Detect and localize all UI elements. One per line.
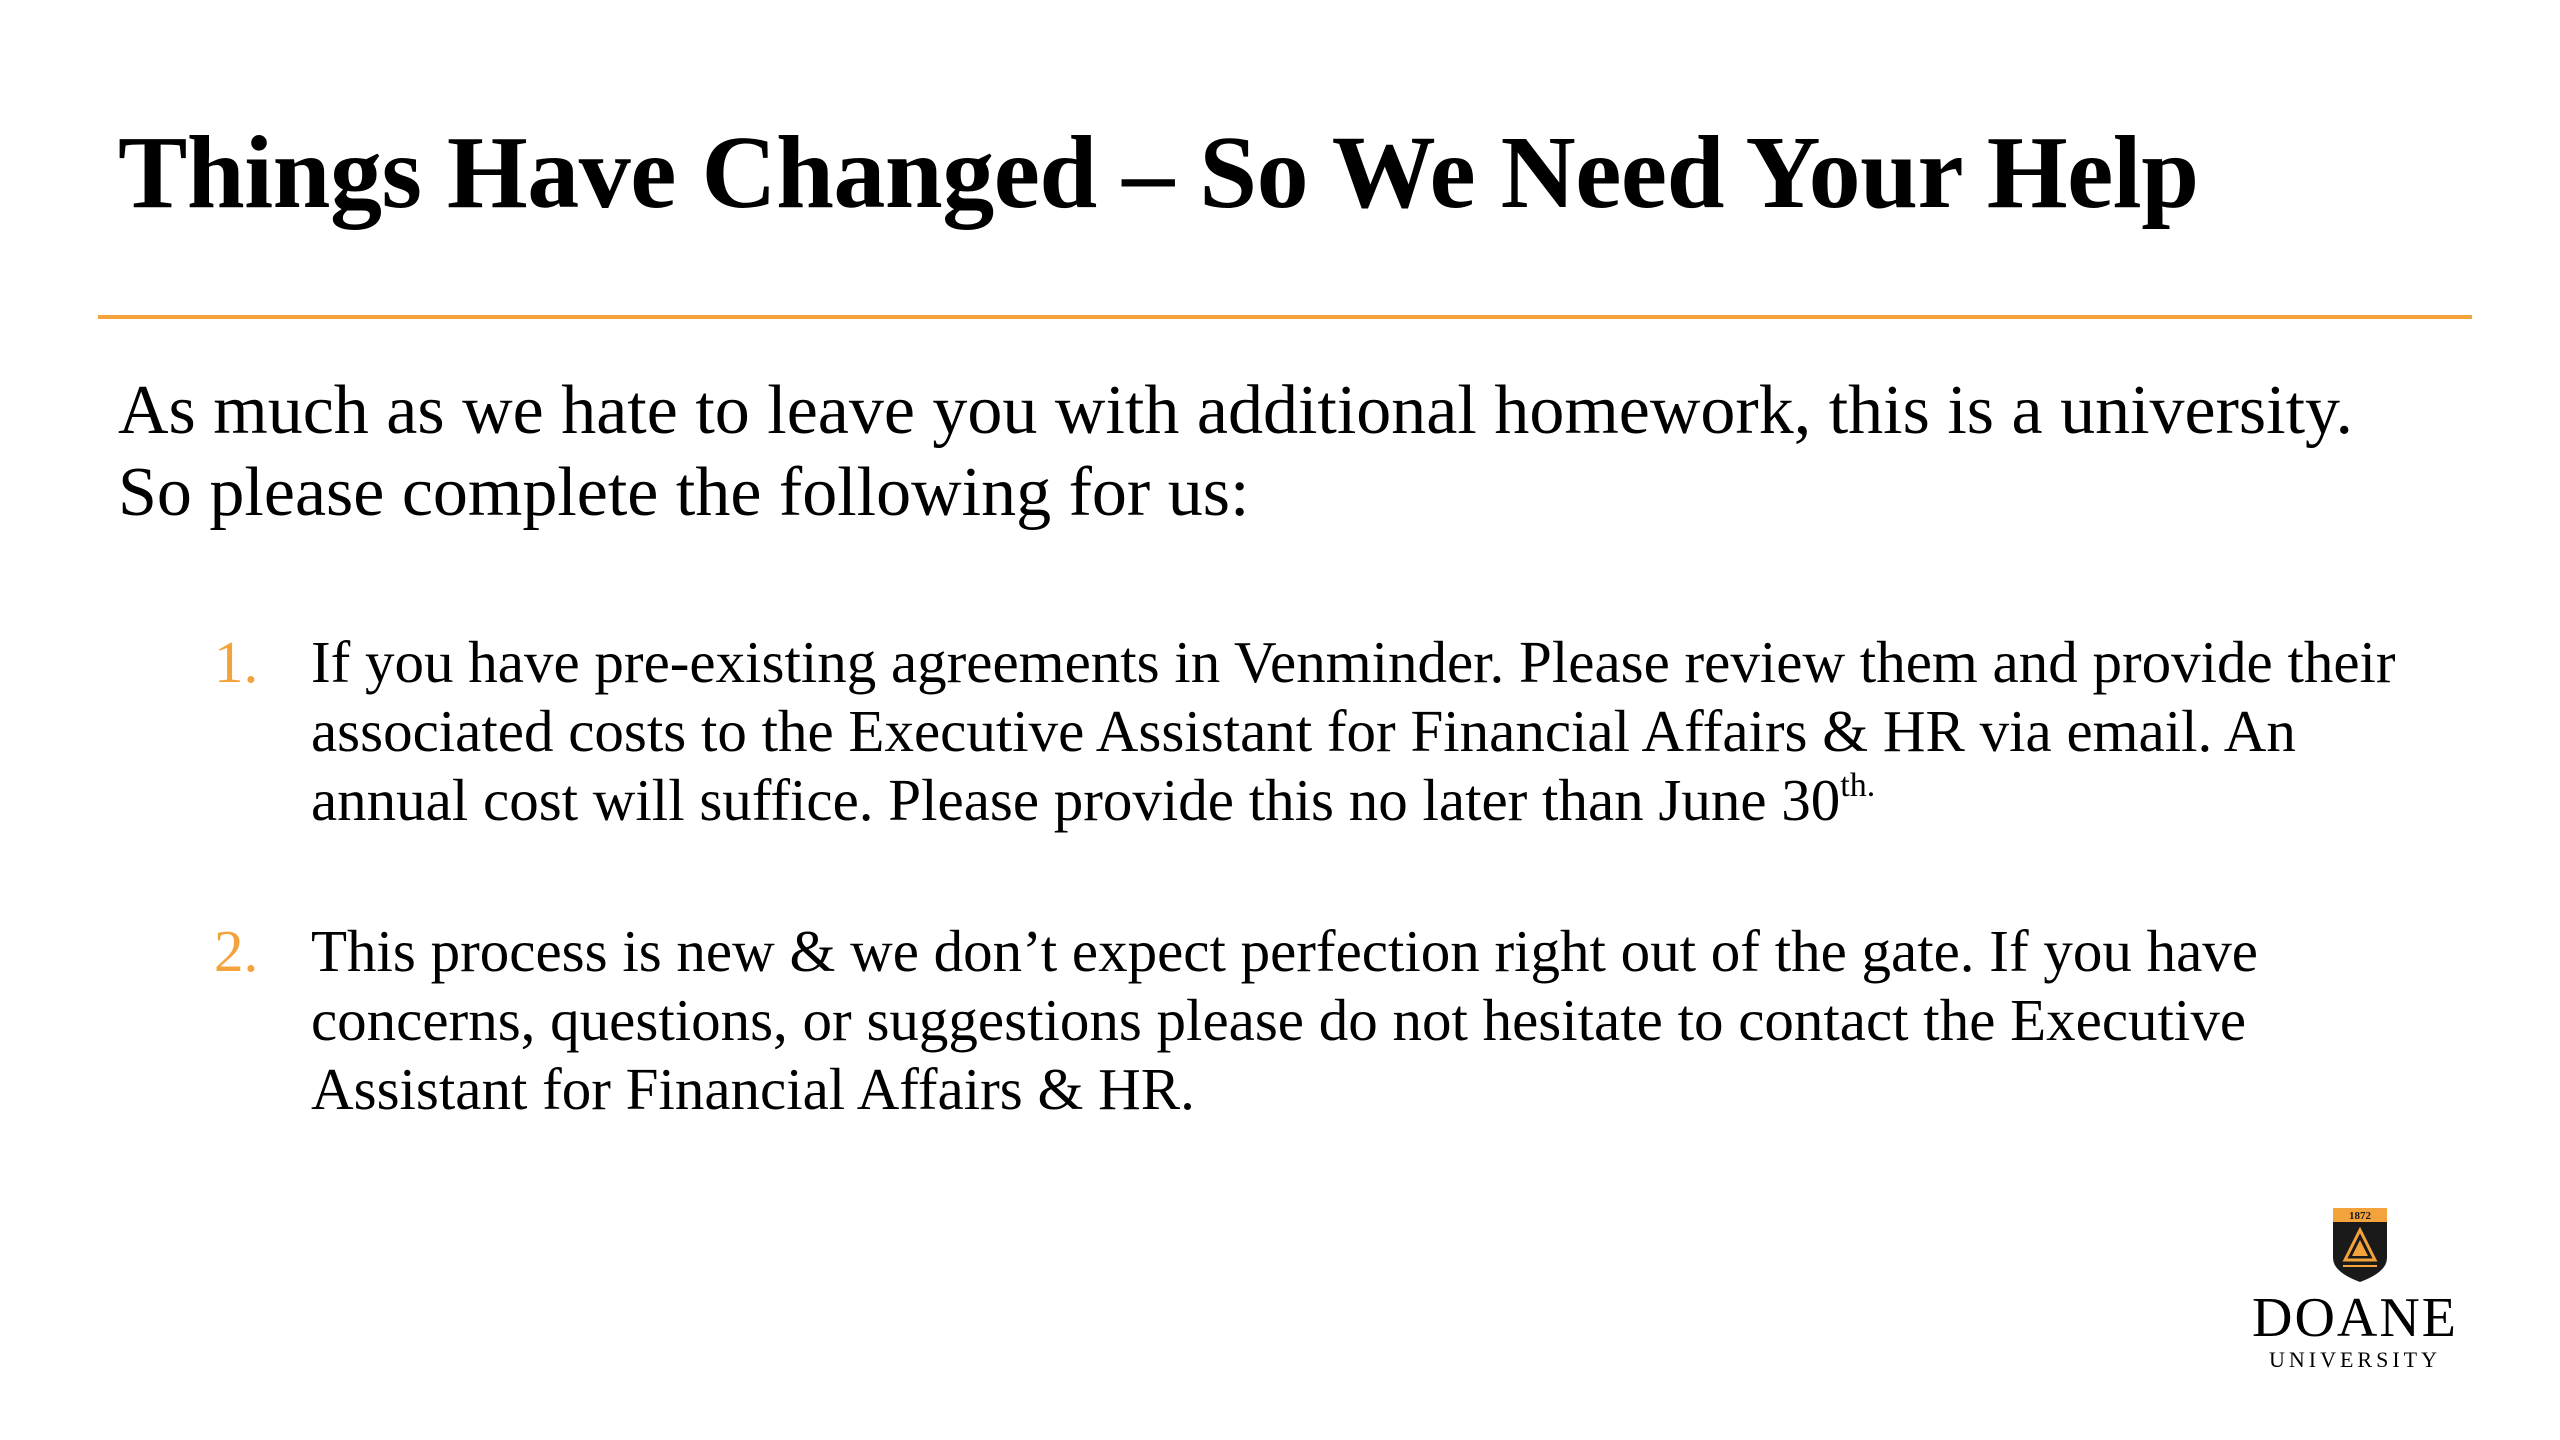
logo-wordmark: DOANE [2252, 1287, 2458, 1349]
list-item [118, 628, 2458, 835]
step-text [311, 629, 2396, 833]
step-number: 1. [214, 629, 259, 695]
university-logo [2230, 1200, 2480, 1380]
step-list [118, 628, 2458, 1124]
list-item [118, 917, 2458, 1124]
shield-icon [2331, 1206, 2389, 1284]
step-text: This process is new & we don’t expect perfection right out of the gate. If you have concerns, questions, or suggestions please do not hesitate to contact the Executive Assistant for Financial Affairs & HR. [311, 918, 2258, 1122]
step-text-body: If you have pre-existing agreements in Venminder. Please review them and provide their associated costs to the Executive Assistant for Financial Affairs & HR via email. An annual cost will suffice. Please provide this no later than June 30 [311, 629, 2396, 833]
step-number: 2. [214, 918, 259, 984]
intro-paragraph: As much as we hate to leave you with additional homework, this is a university. So please complete the following for us: [118, 372, 2354, 531]
logo-subtitle: UNIVERSITY [2269, 1347, 2441, 1372]
slide-title: Things Have Changed – So We Need Your Help [118, 115, 2199, 230]
ordinal-suffix: th. [1840, 767, 1876, 804]
shield-year: 1872 [2349, 1210, 2371, 1222]
title-divider [98, 315, 2472, 319]
